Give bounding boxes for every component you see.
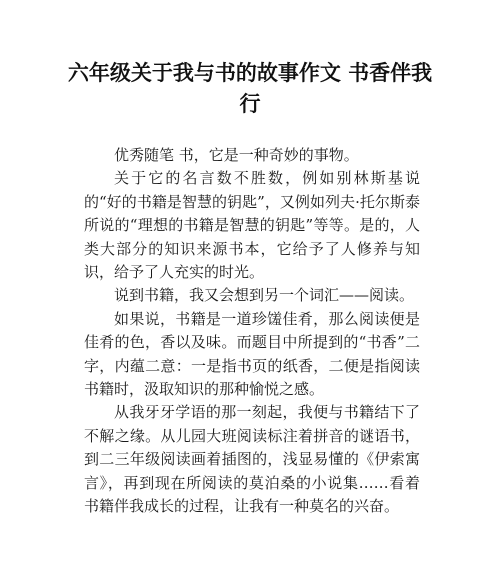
paragraph-5: 从我牙牙学语的那一刻起，我便与书籍结下了不解之缘。从儿园大班阅读标注着拼音的谜语书，到二三年级阅读画着插图的，浅显易懂的《伊索寓言》，再到现在所阅读的莫泊桑的小说集……看着书籍伴我成长的过程，让我有一种莫名的兴奋。: [84, 403, 420, 516]
article-title: 六年级关于我与书的故事作文 书香伴我行: [67, 61, 433, 116]
paragraph-1: 优秀随笔 书，它是一种奇妙的事物。: [114, 146, 359, 164]
paragraph-2: 关于它的名言数不胜数，例如别林斯基说的“好的书籍是智慧的钥匙”，又例如列夫·托尔斯泰所说的“理想的书籍是智慧的钥匙”等等。是的，人类大部分的知识来源书本，它给予了人修养与知识，给予了人充实的时光。: [84, 169, 420, 282]
article-body: [84, 144, 420, 519]
paragraph-3: 说到书籍，我又会想到另一个词汇——阅读。: [114, 286, 415, 305]
paragraph-4: 如果说，书籍是一道珍馐佳肴，那么阅读便是佳肴的色，香以及味。而题目中所提到的“书香”二字，内蕴二意：一是指书页的纸香，二便是指阅读书籍时，汲取知识的那种愉悦之感。: [84, 309, 420, 399]
